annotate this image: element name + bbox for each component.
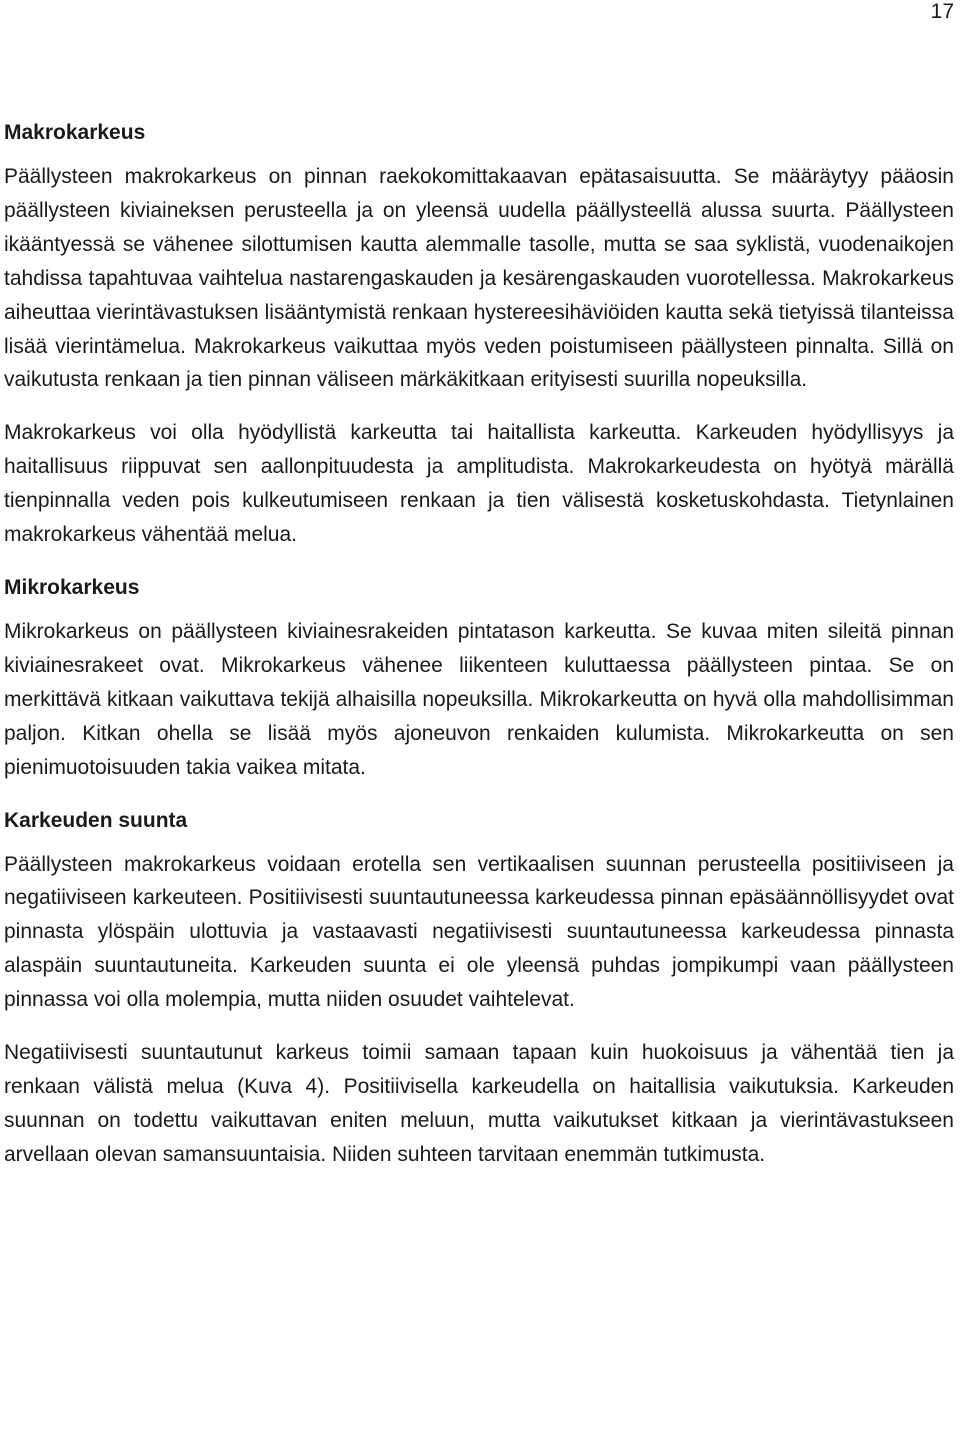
section-heading: Makrokarkeus [4, 121, 146, 144]
document-body [4, 116, 954, 1191]
paragraph: Makrokarkeus voi olla hyödyllistä karkeutta tai haitallista karkeutta. Karkeuden hyödyllisyys ja haitallisuus riippuvat sen aallonpituudesta ja amplitudista. Makrokarkeudesta on hyötyä märällä tienpinnalla veden pois kulkeutumiseen renkaan ja tien välisestä kosketuskohdasta. Tietynlainen makrokarkeus vähentää melua. [4, 421, 954, 547]
paragraph: Päällysteen makrokarkeus voidaan erotella sen vertikaalisen suunnan perusteella positiiviseen ja negatiiviseen karkeuteen. Positiivisesti suuntautuneessa karkeudessa pinnan epäsäännöllisyydet ovat pinnasta ylöspäin ulottuvia ja vastaavasti negatiivisesti suuntautuneessa karkeudessa pinnasta alaspäin suuntautuneita. Karkeuden suunta ei ole yleensä puhdas jompikumpi vaan päällysteen pinnassa voi olla molempia, mutta niiden osuudet vaihtelevat. [4, 852, 954, 1012]
section-heading: Karkeuden suunta [4, 808, 188, 832]
paragraph: Päällysteen makrokarkeus on pinnan raekokomittakaavan epätasaisuutta. Se määräytyy pääosin päällysteen kiviaineksen perusteella ja on yleensä uudella päällysteellä alussa suurta. Päällysteen ikääntyessä se vähenee silottumisen kautta alemmalle tasolle, mutta se saa syklistä, vuodenaikojen tahdissa tapahtuvaa vaihtelua nastarengaskauden ja kesärengaskauden vuorotellessa. Makrokarkeus aiheuttaa vierintävastuksen lisääntymistä renkaan hystereesihäviöiden kautta sekä tietyissä tilanteissa lisää vierintämelua. Makrokarkeus vaikuttaa myös veden poistumiseen päällysteen pinnalta. Sillä on vaikutusta renkaan ja tien pinnan väliseen märkäkitkaan erityisesti suurilla nopeuksilla. [4, 165, 954, 392]
section-heading: Mikrokarkeus [4, 575, 140, 599]
section-makrokarkeus [4, 116, 954, 552]
page-number: 17 [930, 0, 954, 23]
paragraph: Mikrokarkeus on päällysteen kiviainesrakeiden pintatason karkeutta. Se kuvaa miten sileitä pinnan kiviainesrakeet ovat. Mikrokarkeus vähenee liikenteen kuluttaessa päällysteen pintaa. Se on merkittävä kitkaan vaikuttava tekijä alhaisilla nopeuksilla. Mikrokarkeutta on hyvä olla mahdollisimman paljon. Kitkan ohella se lisää myös ajoneuvon renkaiden kulumista. Mikrokarkeutta on sen pienimuotoisuuden takia vaikea mitata. [4, 619, 954, 779]
paragraph: Negatiivisesti suuntautunut karkeus toimii samaan tapaan kuin huokoisuus ja vähentää tien ja renkaan välistä melua (Kuva 4). Positiivisella karkeudella on haitallisia vaikutuksia. Karkeuden suunnan on todettu vaikuttavan eniten meluun, mutta vaikutukset kitkaan ja vierintävastukseen arvellaan olevan samansuuntaisia. Niiden suhteen tarvitaan enemmän tutkimusta. [4, 1041, 954, 1166]
section-karkeuden-suunta [4, 804, 954, 1172]
section-mikrokarkeus [4, 571, 954, 785]
